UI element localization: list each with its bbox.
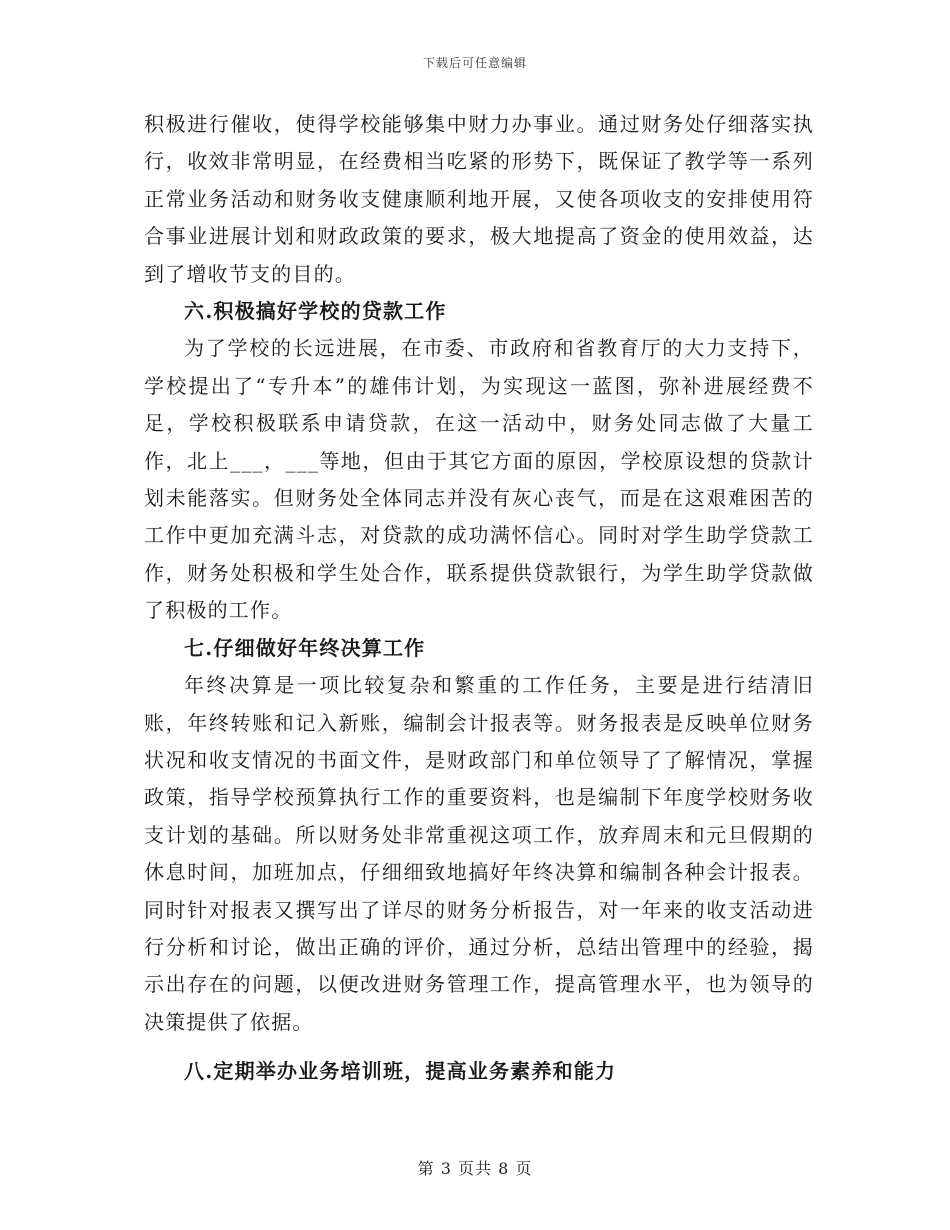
section-heading-8: 八.定期举办业务培训班，提高业务素养和能力 (184, 1059, 617, 1084)
page-number-footer: 第 3 页共 8 页 (417, 1159, 533, 1178)
header-note: 下载后可任意编辑 (422, 56, 527, 70)
paragraph-continuation: 积极进行催收，使得学校能够集中财力办事业。通过财务处仔细落实执行，收效非常明显，在经费相当吃紧的形势下，既保证了教学等一系列正常业务活动和财务收支健康顺利地开展，又使各项收支的安排使用符合事业进展计划和财政政策的要求，极大地提高了资金的使用效益，达到了增收节支的目的。 (144, 112, 814, 286)
document-body (144, 106, 814, 1091)
paragraph-loan-work: 为了学校的长远进展，在市委、市政府和省教育厅的大力支持下，学校提出了“专升本”的雄伟计划，为实现这一蓝图，弥补进展经费不足，学校积极联系申请贷款，在这一活动中，财务处同志做了大量工作，北上___，___等地，但由于其它方面的原因，学校原设想的贷款计划未能落实。但财务处全体同志并没有灰心丧气，而是在这艰难困苦的工作中更加充满斗志，对贷款的成功满怀信心。同时对学生助学贷款工作，财务处积极和学生处合作，联系提供贷款银行，为学生助学贷款做了积极的工作。 (144, 336, 814, 623)
section-heading-7: 七.仔细做好年终决算工作 (184, 635, 426, 660)
paragraph-year-end-accounts: 年终决算是一项比较复杂和繁重的工作任务，主要是进行结清旧账，年终转账和记入新账，编制会计报表等。财务报表是反映单位财务状况和收支情况的书面文件，是财政部门和单位领导了了解情况，掌握政策，指导学校预算执行工作的重要资料，也是编制下年度学校财务收支计划的基础。所以财务处非常重视这项工作，放弃周末和元旦假期的休息时间，加班加点，仔细细致地搞好年终决算和编制各种会计报表。同时针对报表又撰写出了详尽的财务分析报告，对一年来的收支活动进行分析和讨论，做出正确的评价，通过分析，总结出管理中的经验，揭示出存在的问题，以便改进财务管理工作，提高管理水平，也为领导的决策提供了依据。 (144, 673, 814, 1034)
section-heading-6: 六.积极搞好学校的贷款工作 (184, 299, 447, 324)
